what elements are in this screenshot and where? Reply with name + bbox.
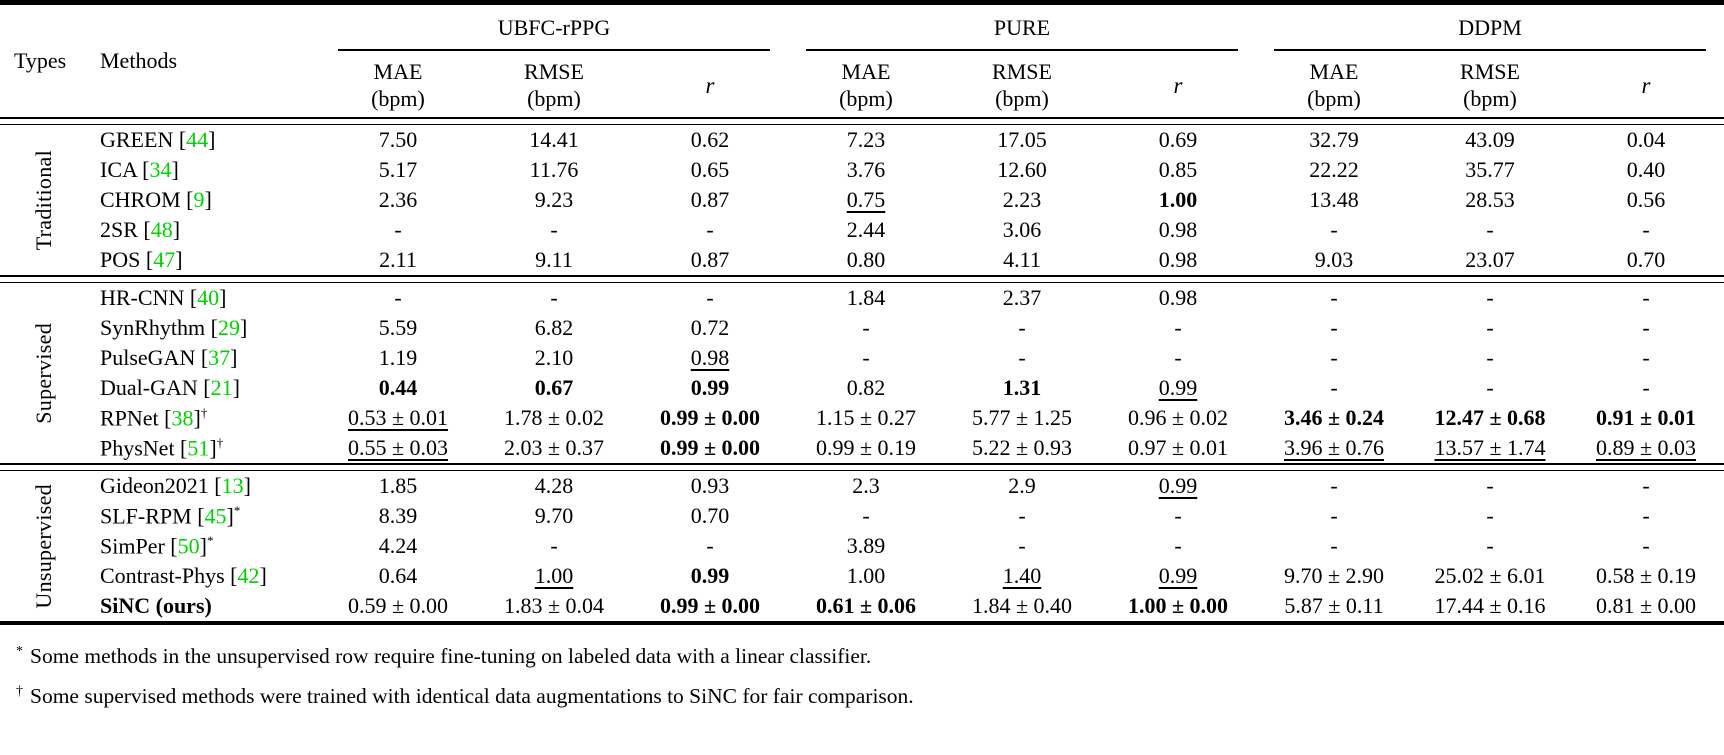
metric-value: - [1018, 533, 1026, 558]
citation-link[interactable]: 21 [210, 375, 233, 400]
metric-value: 2.3 [852, 473, 880, 498]
header-group-row [0, 5, 1724, 53]
col-header-rmse-ubfc: RMSE (bpm) [524, 59, 584, 111]
method-name: ICA [34] [100, 157, 179, 182]
metric-value: - [394, 217, 402, 242]
metric-value: 1.78 ± 0.02 [503, 405, 605, 430]
metric-value: 0.62 [690, 127, 730, 152]
metric-value: - [1642, 533, 1650, 558]
col-header-rmse-ddpm: RMSE (bpm) [1460, 59, 1520, 111]
method-name: 2SR [48] [100, 217, 181, 242]
metric-value: 0.40 [1626, 157, 1666, 182]
metric-value: 0.55 ± 0.03 [347, 435, 449, 460]
metric-value: 3.89 [846, 533, 886, 558]
metric-value: 13.57 ± 1.74 [1434, 435, 1546, 460]
metric-value: 3.96 ± 0.76 [1283, 435, 1385, 460]
metric-value: 2.9 [1008, 473, 1036, 498]
table-row [0, 185, 1724, 215]
metric-value: 43.09 [1465, 127, 1515, 152]
citation-link[interactable]: 44 [186, 127, 209, 152]
metric-value: - [1642, 473, 1650, 498]
metric-value: 0.98 [1158, 217, 1198, 242]
dataset-header-ddpm [1256, 5, 1724, 53]
footnotes [0, 625, 1724, 714]
method-name: SiNC (ours) [100, 593, 212, 618]
metric-value: - [1642, 315, 1650, 340]
metric-value: 0.04 [1626, 127, 1666, 152]
metric-value: - [1330, 473, 1338, 498]
metric-value: 0.69 [1158, 127, 1198, 152]
metric-value: - [1330, 503, 1338, 528]
metric-value: 22.22 [1309, 157, 1359, 182]
metric-value: - [1174, 345, 1182, 370]
col-header-r-ubfc: r [705, 72, 715, 98]
metric-value: 0.89 ± 0.03 [1595, 435, 1697, 460]
footnote-text: Some methods in the unsupervised row require fine-tuning on labeled data with a linear classifier. [30, 644, 872, 669]
col-header-mae-ubfc: MAE (bpm) [371, 59, 425, 111]
col-header-mae-ddpm: MAE (bpm) [1307, 59, 1361, 111]
dataset-header-pure [788, 5, 1256, 53]
metric-value: 3.46 ± 0.24 [1283, 405, 1385, 430]
metric-value: 9.23 [534, 187, 574, 212]
metric-value: - [706, 533, 714, 558]
metric-value: 2.23 [1002, 187, 1042, 212]
metric-value: 0.82 [846, 375, 886, 400]
section-divider [0, 275, 1724, 283]
table-row [0, 155, 1724, 185]
footnote-marker: * [233, 502, 241, 518]
metric-value: - [1486, 285, 1494, 310]
metric-value: 5.22 ± 0.93 [971, 435, 1073, 460]
table-row [0, 591, 1724, 621]
metric-value: - [1642, 345, 1650, 370]
metric-value: - [1486, 315, 1494, 340]
metric-value: 25.02 ± 6.01 [1434, 563, 1546, 588]
dataset-label-ubfc-rppg: UBFC-rPPG [338, 7, 770, 51]
table-row [0, 283, 1724, 313]
metric-value: 0.99 [690, 375, 730, 400]
citation-link[interactable]: 29 [217, 315, 240, 340]
metric-value: 6.82 [534, 315, 574, 340]
metric-value: - [1330, 217, 1338, 242]
metric-value: 13.48 [1309, 187, 1359, 212]
metric-value: - [862, 315, 870, 340]
metric-value: 0.53 ± 0.01 [347, 405, 449, 430]
metric-value: 0.58 ± 0.19 [1595, 563, 1697, 588]
metric-value: 5.87 ± 0.11 [1284, 593, 1384, 618]
metric-value: - [862, 503, 870, 528]
metric-value: - [1174, 533, 1182, 558]
metric-value: 0.99 ± 0.19 [815, 435, 917, 460]
method-name: RPNet [38]† [100, 404, 208, 431]
metric-value: 3.76 [846, 157, 886, 182]
footnote-marker: † [216, 434, 224, 450]
metric-value: 11.76 [529, 157, 579, 182]
footnote-dagger [16, 674, 1724, 714]
metric-value: 1.00 [1158, 187, 1198, 212]
metric-value: 14.41 [529, 127, 579, 152]
metric-value: 1.19 [378, 345, 418, 370]
metric-value: - [1642, 375, 1650, 400]
section-divider [0, 463, 1724, 471]
metric-value: 35.77 [1465, 157, 1515, 182]
metric-value: 9.70 ± 2.90 [1283, 563, 1385, 588]
asterisk-marker: * [16, 644, 23, 659]
metric-value: 5.17 [378, 157, 418, 182]
metric-value: 2.03 ± 0.37 [503, 435, 605, 460]
footnote-marker: * [206, 532, 214, 548]
metric-value: 0.99 [1158, 375, 1198, 400]
metric-value: 12.47 ± 0.68 [1434, 405, 1546, 430]
metric-value: - [1018, 503, 1026, 528]
method-name: Dual-GAN [21] [100, 375, 240, 400]
citation-link[interactable]: 9 [193, 187, 205, 212]
method-name: SynRhythm [29] [100, 315, 248, 340]
metric-value: 0.85 [1158, 157, 1198, 182]
metric-value: 9.03 [1314, 247, 1354, 272]
metric-value: 2.44 [846, 217, 886, 242]
dataset-header-ubfc-rppg [320, 5, 788, 53]
table-row [0, 433, 1724, 463]
method-name: PulseGAN [37] [100, 345, 238, 370]
metric-value: 0.81 ± 0.00 [1595, 593, 1697, 618]
metric-value: - [1174, 315, 1182, 340]
metric-value: 0.98 [1158, 247, 1198, 272]
type-label-traditional: Traditional [31, 149, 56, 251]
metric-value: 1.40 [1002, 563, 1042, 588]
section-divider [0, 117, 1724, 125]
metric-value: 9.70 [534, 503, 574, 528]
metric-value: - [1330, 285, 1338, 310]
metric-value: 4.24 [378, 533, 418, 558]
table-row [0, 403, 1724, 433]
method-name: Contrast-Phys [42] [100, 563, 267, 588]
citation-link[interactable]: 50 [177, 533, 200, 559]
metric-value: - [1486, 503, 1494, 528]
metric-value: 32.79 [1309, 127, 1359, 152]
metric-value: 0.87 [690, 187, 730, 212]
metric-value: 8.39 [378, 503, 418, 528]
metric-value: 7.50 [378, 127, 418, 152]
col-header-mae-pure: MAE (bpm) [839, 59, 893, 111]
citation-link[interactable]: 45 [204, 503, 227, 529]
method-name: Gideon2021 [13] [100, 473, 251, 498]
method-name: POS [47] [100, 247, 183, 272]
section-divider-row [0, 463, 1724, 471]
metric-value: - [1642, 285, 1650, 310]
metric-value: - [1330, 533, 1338, 558]
citation-link[interactable]: 42 [237, 563, 260, 588]
citation-link[interactable]: 47 [153, 247, 176, 272]
dataset-label-ddpm: DDPM [1274, 7, 1706, 51]
citation-link[interactable]: 40 [197, 285, 220, 310]
metric-value: 0.96 ± 0.02 [1127, 405, 1229, 430]
metric-value: 0.70 [1626, 247, 1666, 272]
metric-value: 4.28 [534, 473, 574, 498]
metric-value: 0.99 ± 0.00 [659, 593, 761, 618]
metric-value: 1.84 ± 0.40 [971, 593, 1073, 618]
table-row [0, 501, 1724, 531]
metric-value: 5.59 [378, 315, 418, 340]
metric-value: 2.37 [1002, 285, 1042, 310]
section-divider-row [0, 275, 1724, 283]
metric-value: - [706, 285, 714, 310]
metric-value: - [862, 345, 870, 370]
metric-value: 0.44 [378, 375, 418, 400]
footnote-marker: † [200, 404, 208, 420]
table-row [0, 125, 1724, 155]
metric-value: 0.65 [690, 157, 730, 182]
metric-value: 0.99 [1158, 563, 1198, 588]
table-row [0, 245, 1724, 275]
metric-value: 23.07 [1465, 247, 1515, 272]
citation-link[interactable]: 51 [187, 435, 210, 461]
table-row [0, 343, 1724, 373]
metric-value: 0.87 [690, 247, 730, 272]
metric-value: 2.36 [378, 187, 418, 212]
results-table [0, 5, 1724, 621]
metric-value: 17.44 ± 0.16 [1434, 593, 1546, 618]
metric-value: 0.91 ± 0.01 [1595, 405, 1697, 430]
metric-value: 1.00 ± 0.00 [1127, 593, 1229, 618]
metric-value: - [1486, 345, 1494, 370]
col-header-r-pure: r [1173, 72, 1183, 98]
metric-value: 1.84 [846, 285, 886, 310]
table-row [0, 471, 1724, 501]
metric-value: 9.11 [535, 247, 573, 272]
metric-value: - [1018, 315, 1026, 340]
metric-value: - [550, 533, 558, 558]
metric-value: 2.11 [379, 247, 417, 272]
metric-value: 0.80 [846, 247, 886, 272]
metric-value: 2.10 [534, 345, 574, 370]
metric-value: - [1486, 375, 1494, 400]
metric-value: - [1642, 217, 1650, 242]
metric-value: 0.97 ± 0.01 [1127, 435, 1229, 460]
citation-link[interactable]: 37 [208, 345, 231, 370]
metric-value: 7.23 [846, 127, 886, 152]
section-divider-row [0, 117, 1724, 125]
col-header-types: Types [14, 48, 67, 73]
metric-value: 0.70 [690, 503, 730, 528]
method-name: GREEN [44] [100, 127, 216, 152]
table-row [0, 215, 1724, 245]
metric-value: - [706, 217, 714, 242]
metric-value: 0.59 ± 0.00 [347, 593, 449, 618]
metric-value: 1.00 [534, 563, 574, 588]
metric-value: - [550, 217, 558, 242]
table-row [0, 373, 1724, 403]
dagger-marker: † [16, 684, 23, 700]
citation-link[interactable]: 34 [149, 157, 172, 182]
col-header-r-ddpm: r [1641, 72, 1651, 98]
method-name: CHROM [9] [100, 187, 212, 212]
metric-value: - [1174, 503, 1182, 528]
col-header-rmse-pure: RMSE (bpm) [992, 59, 1052, 111]
col-header-methods: Methods [100, 48, 177, 73]
metric-value: 0.98 [1158, 285, 1198, 310]
metric-value: 1.85 [378, 473, 418, 498]
type-label-unsupervised: Unsupervised [31, 483, 56, 609]
metric-value: 0.61 ± 0.06 [815, 593, 917, 618]
metric-value: - [1018, 345, 1026, 370]
citation-link[interactable]: 48 [150, 217, 173, 242]
method-name: SimPer [50]* [100, 532, 214, 559]
table-row [0, 531, 1724, 561]
method-name: SLF-RPM [45]* [100, 502, 241, 529]
dataset-label-pure: PURE [806, 7, 1238, 51]
footnote-text: Some supervised methods were trained with identical data augmentations to SiNC for fair comparison. [30, 684, 914, 709]
metric-value: 0.56 [1626, 187, 1666, 212]
type-label-supervised: Supervised [31, 322, 56, 424]
metric-value: 0.99 [1158, 473, 1198, 498]
citation-link[interactable]: 38 [171, 405, 194, 431]
method-name: HR-CNN [40] [100, 285, 227, 310]
metric-value: 0.93 [690, 473, 730, 498]
metric-value: - [1330, 375, 1338, 400]
metric-value: 1.15 ± 0.27 [815, 405, 917, 430]
metric-value: 3.06 [1002, 217, 1042, 242]
metric-value: 1.31 [1002, 375, 1042, 400]
table-row [0, 561, 1724, 591]
metric-value: 4.11 [1003, 247, 1041, 272]
method-name: PhysNet [51]† [100, 434, 224, 461]
metric-value: 0.99 [690, 563, 730, 588]
metric-value: - [1330, 315, 1338, 340]
metric-value: - [1642, 503, 1650, 528]
metric-value: - [1486, 217, 1494, 242]
table-row [0, 313, 1724, 343]
metric-value: 0.99 ± 0.00 [659, 405, 761, 430]
metric-value: 0.67 [534, 375, 574, 400]
metric-value: 17.05 [997, 127, 1047, 152]
metric-value: 1.00 [846, 563, 886, 588]
metric-value: 5.77 ± 1.25 [971, 405, 1073, 430]
metric-value: 0.64 [378, 563, 418, 588]
footnote-asterisk [16, 634, 1724, 674]
metric-value: - [1486, 473, 1494, 498]
metric-value: 0.75 [846, 187, 886, 212]
metric-value: 0.98 [690, 345, 730, 370]
metric-value: - [550, 285, 558, 310]
metric-value: 1.83 ± 0.04 [503, 593, 605, 618]
citation-link[interactable]: 13 [221, 473, 244, 498]
metric-value: 0.99 ± 0.00 [659, 435, 761, 460]
metric-value: 28.53 [1465, 187, 1515, 212]
metric-value: - [1486, 533, 1494, 558]
metric-value: - [394, 285, 402, 310]
metric-value: 0.72 [690, 315, 730, 340]
metric-value: - [1330, 345, 1338, 370]
metric-value: 12.60 [997, 157, 1047, 182]
